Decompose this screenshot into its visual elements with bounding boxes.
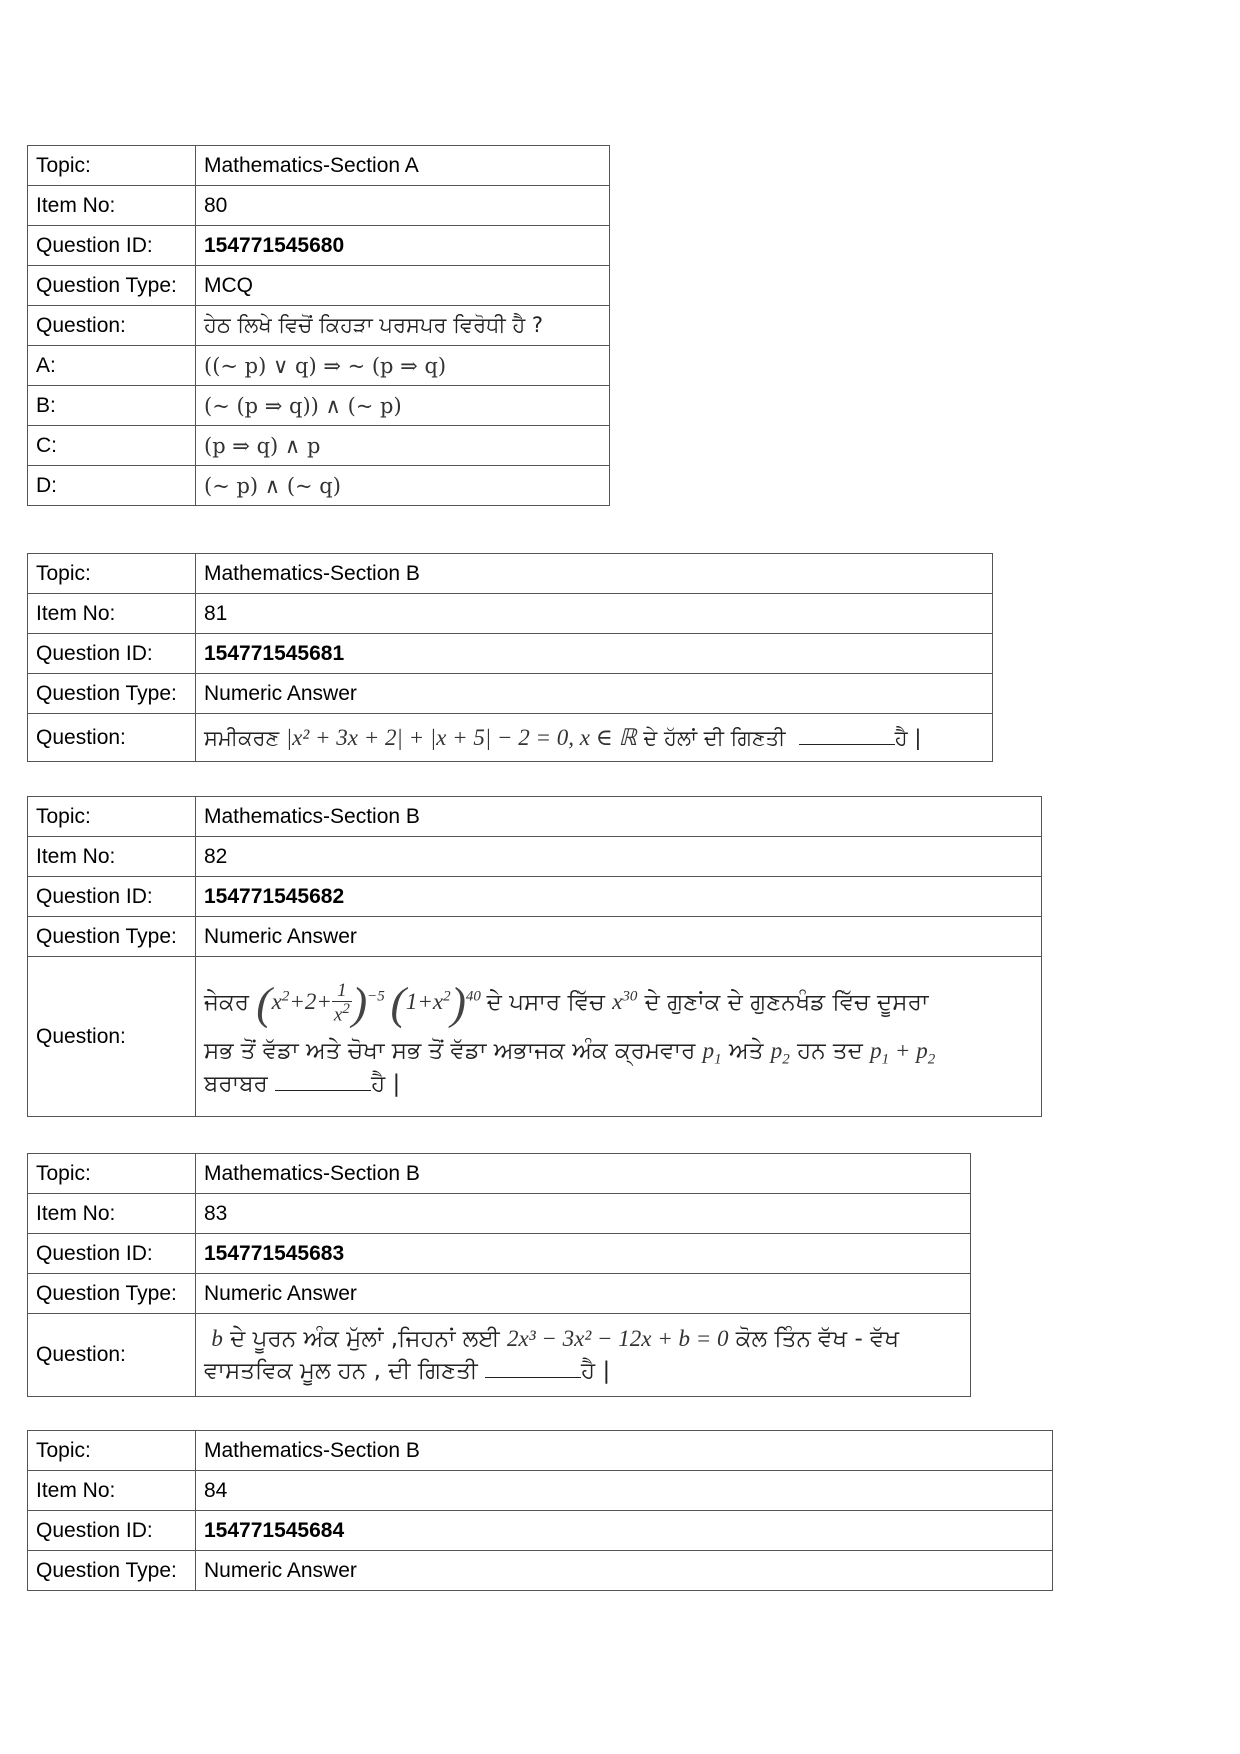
question-text-part: ਕੋਲ ਤਿੰਨ ਵੱਖ - ਵੱਖ [735, 1326, 900, 1353]
question-label: Question: [28, 957, 196, 1117]
question-table-84 [27, 1430, 1053, 1591]
topic-label: Topic: [28, 146, 196, 186]
topic-label: Topic: [28, 1431, 196, 1471]
question-text-part: ਵਾਸਤਵਿਕ ਮੂਲ ਹਨ , ਦੀ ਗਿਣਤੀ [204, 1357, 478, 1384]
question-table-80 [27, 145, 610, 506]
question-text-part: ਦੇ ਪਸਾਰ ਵਿੱਚ [486, 988, 605, 1015]
question-text-part: ਹੈ | [371, 1071, 401, 1098]
question-id-row [28, 1511, 1053, 1551]
question-equation: 2x³ − 3x² − 12x + b = 0 [506, 1326, 729, 1352]
answer-blank [799, 724, 895, 745]
topic-value: Mathematics-Section B [196, 1431, 1053, 1471]
question-label: Question: [28, 1314, 196, 1397]
topic-row [28, 1431, 1053, 1471]
topic-value: Mathematics-Section B [196, 797, 1042, 837]
question-line-2 [204, 1356, 962, 1387]
question-text-part: ਦੇ ਗੁਣਾਂਕ ਦੇ ਗੁਣਨਖੰਡ ਵਿੱਚ ਦੂਸਰਾ [644, 988, 929, 1015]
question-row [28, 1314, 971, 1397]
topic-row [28, 554, 993, 594]
question-id-value: 154771545684 [196, 1511, 1053, 1551]
question-term: $p_2$ [770, 1037, 790, 1068]
question-id-label: Question ID: [28, 877, 196, 917]
item-no-label: Item No: [28, 186, 196, 226]
question-table-81 [27, 553, 993, 762]
option-c-row [28, 426, 610, 466]
question-type-label: Question Type: [28, 917, 196, 957]
option-d-label: D: [28, 466, 196, 506]
option-a-text: ((~ p) ∨ q) ⇒ ~ (p ⇒ q) [196, 346, 610, 386]
question-label: Question: [28, 714, 196, 762]
question-type-value: Numeric Answer [196, 1274, 971, 1314]
item-no-row [28, 186, 610, 226]
question-type-row [28, 917, 1042, 957]
answer-blank [275, 1070, 371, 1091]
option-b-text: (~ (p ⇒ q)) ∧ (~ p) [196, 386, 610, 426]
item-no-row [28, 1194, 971, 1234]
question-type-row [28, 266, 610, 306]
question-expression: ($x^2+2+$ $\frac{1}{x^2}$ )$^{-5}$ $(1+x^2)^{40}$ [256, 977, 481, 1029]
question-line-1 [204, 973, 1033, 1035]
question-id-label: Question ID: [28, 1511, 196, 1551]
question-type-label: Question Type: [28, 674, 196, 714]
question-type-value: MCQ [196, 266, 610, 306]
question-text-part: ਹਨ ਤਦ [797, 1037, 863, 1064]
question-id-label: Question ID: [28, 1234, 196, 1274]
item-no-value: 84 [196, 1471, 1053, 1511]
item-no-label: Item No: [28, 837, 196, 877]
question-id-row [28, 1234, 971, 1274]
question-text-part: ਹੈ | [894, 726, 922, 750]
item-no-value: 80 [196, 186, 610, 226]
question-type-row [28, 1274, 971, 1314]
question-id-label: Question ID: [28, 634, 196, 674]
question-content [196, 1314, 971, 1397]
topic-label: Topic: [28, 554, 196, 594]
question-id-value: 154771545682 [196, 877, 1042, 917]
question-text-part: ਸਮੀਕਰਣ [204, 726, 280, 750]
question-row [28, 306, 610, 346]
question-text-part: ਦੇ ਪੂਰਨ ਅੰਕ ਮੁੱਲਾਂ ,ਜਿਹਨਾਂ ਲਈ [230, 1326, 500, 1353]
question-type-label: Question Type: [28, 1551, 196, 1591]
question-line-3 [204, 1069, 1033, 1100]
option-a-label: A: [28, 346, 196, 386]
question-id-row [28, 226, 610, 266]
option-a-row [28, 346, 610, 386]
topic-row [28, 1154, 971, 1194]
question-text-part: ਸਭ ਤੋਂ ਵੱਡਾ ਅਤੇ ਚੋਖਾ ਸਭ ਤੋਂ ਵੱਡਾ ਅਭਾਜਕ ਅੰਕ ਕ੍ਰਮਵਾਰ [204, 1037, 696, 1064]
item-no-label: Item No: [28, 1471, 196, 1511]
topic-row [28, 797, 1042, 837]
question-id-label: Question ID: [28, 226, 196, 266]
question-text-part: ਅਤੇ [728, 1037, 764, 1064]
question-id-value: 154771545683 [196, 1234, 971, 1274]
item-no-value: 81 [196, 594, 993, 634]
question-text-part: ਦੇ ਹੱਲਾਂ ਦੀ ਗਿਣਤੀ [643, 726, 786, 750]
item-no-row [28, 594, 993, 634]
question-equation: |x² + 3x + 2| + |x + 5| − 2 = 0, x ∈ ℝ [285, 725, 637, 750]
question-content [196, 714, 993, 762]
topic-value: Mathematics-Section B [196, 1154, 971, 1194]
item-no-value: 83 [196, 1194, 971, 1234]
question-id-row [28, 877, 1042, 917]
topic-label: Topic: [28, 1154, 196, 1194]
question-row [28, 957, 1042, 1117]
item-no-value: 82 [196, 837, 1042, 877]
item-no-row [28, 837, 1042, 877]
question-text: ਹੇਠ ਲਿਖੇ ਵਿਚੋਂ ਕਿਹੜਾ ਪਰਸਪਰ ਵਿਰੋਧੀ ਹੈ ? [196, 306, 610, 346]
question-text-part: ਹੈ | [581, 1357, 611, 1384]
option-c-label: C: [28, 426, 196, 466]
option-b-label: B: [28, 386, 196, 426]
question-label: Question: [28, 306, 196, 346]
topic-value: Mathematics-Section B [196, 554, 993, 594]
question-type-row [28, 674, 993, 714]
question-id-value: 154771545681 [196, 634, 993, 674]
option-c-text: (p ⇒ q) ∧ p [196, 426, 610, 466]
question-row [28, 714, 993, 762]
item-no-row [28, 1471, 1053, 1511]
question-term: $x^{30}$ [612, 988, 638, 1014]
question-type-label: Question Type: [28, 266, 196, 306]
topic-label: Topic: [28, 797, 196, 837]
question-term: b [211, 1326, 223, 1352]
item-no-label: Item No: [28, 594, 196, 634]
question-type-value: Numeric Answer [196, 1551, 1053, 1591]
question-line-1 [204, 1323, 962, 1355]
question-table-83 [27, 1153, 971, 1397]
question-type-value: Numeric Answer [196, 917, 1042, 957]
item-no-label: Item No: [28, 1194, 196, 1234]
option-b-row [28, 386, 610, 426]
question-term: $p_1$ [702, 1037, 722, 1068]
topic-row [28, 146, 610, 186]
option-d-text: (~ p) ∧ (~ q) [196, 466, 610, 506]
option-d-row [28, 466, 610, 506]
question-text-part: ਜੇਕਰ [204, 988, 249, 1015]
question-type-label: Question Type: [28, 1274, 196, 1314]
question-type-value: Numeric Answer [196, 674, 993, 714]
answer-blank [485, 1357, 581, 1378]
question-content [196, 957, 1042, 1117]
question-term: $p_1 + p_2$ [870, 1037, 936, 1068]
question-line-2 [204, 1035, 1033, 1070]
question-id-row [28, 634, 993, 674]
question-type-row [28, 1551, 1053, 1591]
question-table-82 [27, 796, 1042, 1117]
question-text-part: ਬਰਾਬਰ [204, 1071, 268, 1098]
topic-value: Mathematics-Section A [196, 146, 610, 186]
question-id-value: 154771545680 [196, 226, 610, 266]
